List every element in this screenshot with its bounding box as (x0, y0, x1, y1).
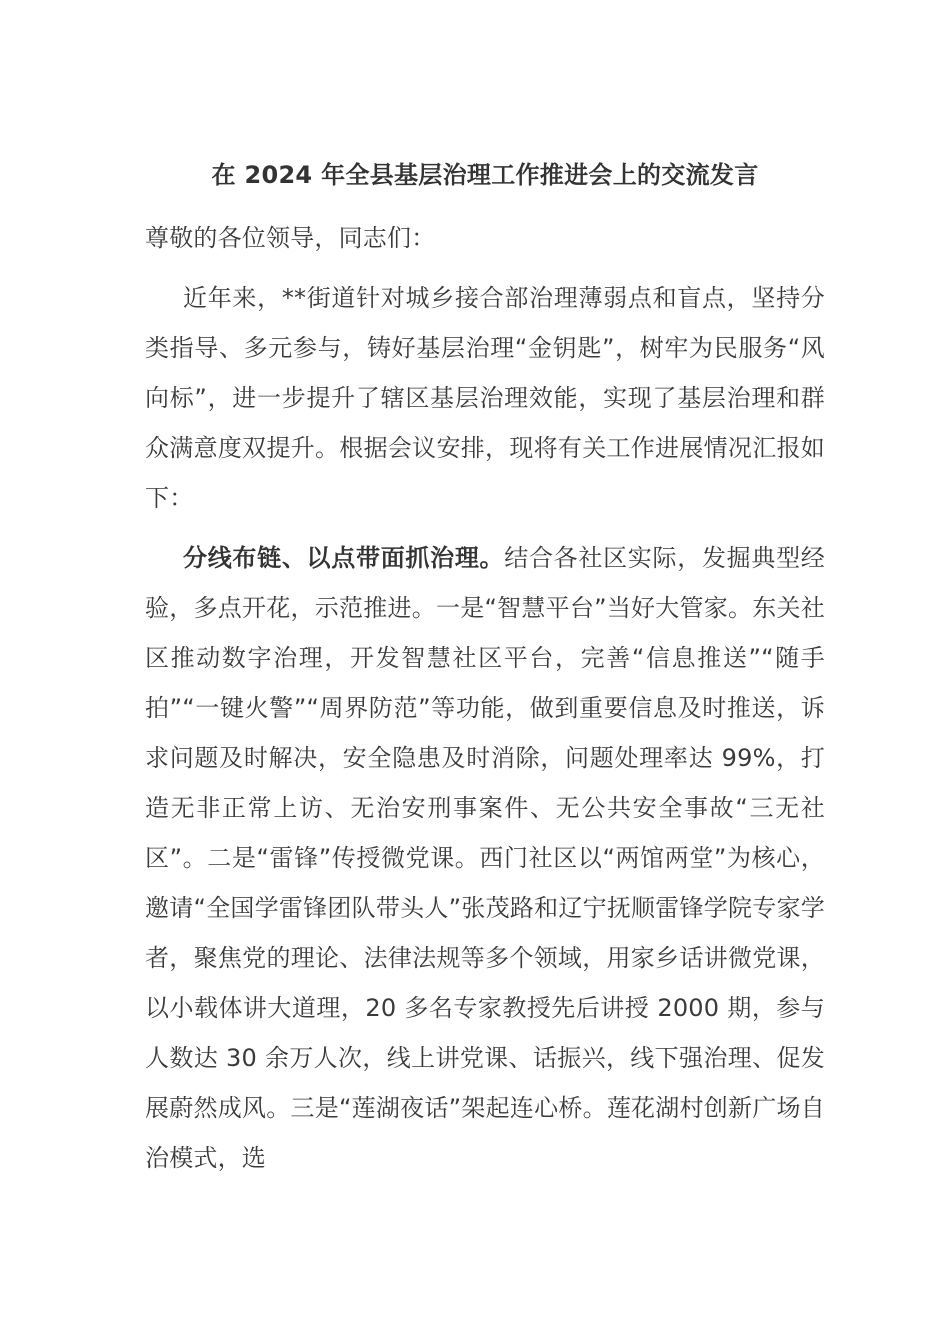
paragraph-intro (145, 273, 825, 523)
paragraph-heading: 分线布链、以点带面抓治理。 (183, 544, 505, 572)
document-page (145, 150, 825, 1193)
document-title: 在 2024 年全县基层治理工作推进会上的交流发言 (211, 161, 759, 189)
paragraph-governance-text: 结合各社区实际，发掘典型经验，多点开花，示范推进。一是“智慧平台”当好大管家。东关社区推动数字治理，开发智慧社区平台，完善“信息推送”“随手拍”“一键火警”“周界防范”等功能，做到重要信息及时推送，诉求问题及时解决，安全隐患及时消除，问题处理率达 99%，打造无非正常上访、无治安刑事案件、无公共安全事故“三无社区”。二是“雷锋”传授微党课。西门社区以“两馆两堂”为核心，邀请“全国学雷锋团队带头人”张茂路和辽宁抚顺雷锋学院专家学者，聚焦党的理论、法律法规等多个领域，用家乡话讲微党课，以小载体讲大道理，20 多名专家教授先后讲授 2000 期，参与人数达 30 余万人次，线上讲党课、话振兴，线下强治理、促发展蔚然成风。三是“莲湖夜话”架起连心桥。莲花湖村创新广场自治模式，选 (145, 544, 825, 1172)
paragraph-intro-text: 近年来，**街道针对城乡接合部治理薄弱点和盲点，坚持分类指导、多元参与，铸好基层治理“金钥匙”，树牢为民服务“风向标”，进一步提升了辖区基层治理效能，实现了基层治理和群众满意度双提升。根据会议安排，现将有关工作进展情况汇报如下： (145, 284, 825, 512)
salutation: 尊敬的各位领导，同志们： (145, 224, 436, 252)
paragraph-governance (145, 533, 825, 1183)
